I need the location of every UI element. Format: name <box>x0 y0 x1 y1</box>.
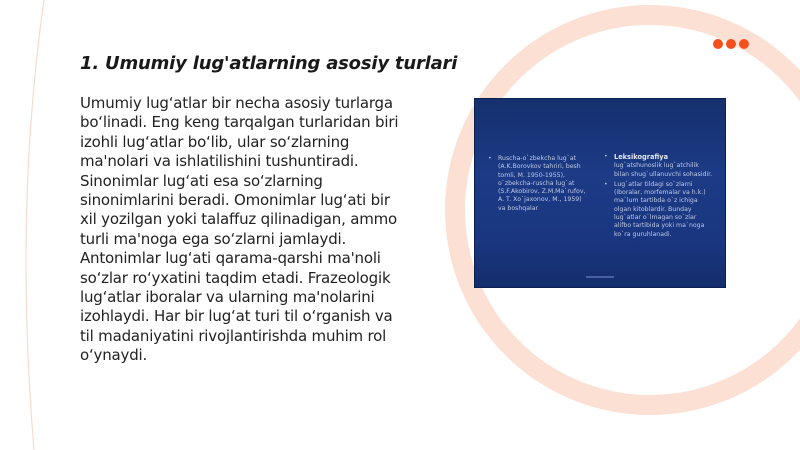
accent-dot <box>726 39 736 49</box>
left-curve-line <box>26 0 44 450</box>
embedded-left-bullet: Ruscha-o`zbekcha lug`at (A.K.Borovkov tahriri, besh tomli, M. 1950-1955), o`zbekcha-ruscha lug`at (S.F.Akobirov, Z.M.Ma`rufov, A. T. Xo`jaxonov, M., 1959) va boshqalar <box>498 155 586 212</box>
embedded-right-bullet: Lug`atlar tildagi so`zlarni (iboralar, morfemalar va h.k.) ma`lum tartibda o`z ichiga olgan kitoblardir. Bunday lug`atlar o`lmagan so`zlar alifbo tartibida yoki ma`noga ko`ra guruhlanadi. <box>614 180 706 238</box>
embedded-slide-image <box>475 99 725 287</box>
embedded-slide-right-column <box>604 153 714 239</box>
embedded-right-heading: Leksikografiya <box>614 153 669 161</box>
embedded-slide-left-column <box>488 155 588 213</box>
slide-body-text: Umumiy lug‘atlar bir necha asosiy turlarga bo‘linadi. Eng keng tarqalgan turlaridan biri izohli lug‘atlar bo‘lib, ular so‘zlarning ma'nolari va ishlatilishini tushuntiradi. Sinonimlar lug‘ati esa so‘zlarning sinonimlarini beradi. Omonimlar lug‘ati bir xil yozilgan yoki talaffuz qilinadigan, ammo turli ma'noga ega so‘zlarni jamlaydi. Antonimlar lug‘ati qarama-qarshi ma'noli so‘zlar ro‘yxatini taqdim etadi. Frazeologik lug‘atlar iboralar va ularning ma'nolarini izohlaydi. Har bir lug‘at turi til o‘rganish va til madaniyatini rivojlantirishda muhim rol o‘ynaydi. <box>80 94 399 365</box>
bullet-icon: • <box>604 153 608 160</box>
dots-icon <box>713 39 749 49</box>
bullet-icon: • <box>488 155 492 162</box>
slide-title: 1. Umumiy lug'atlarning asosiy turlari <box>80 53 458 74</box>
accent-dot <box>713 39 723 49</box>
bullet-icon: • <box>604 180 608 188</box>
accent-dot <box>739 39 749 49</box>
embedded-right-subtitle: lug`atshunoslik lug`atchilik bilan shug`ullanuvchi sohasidir. <box>614 162 713 178</box>
embedded-slide-footer <box>586 276 614 278</box>
